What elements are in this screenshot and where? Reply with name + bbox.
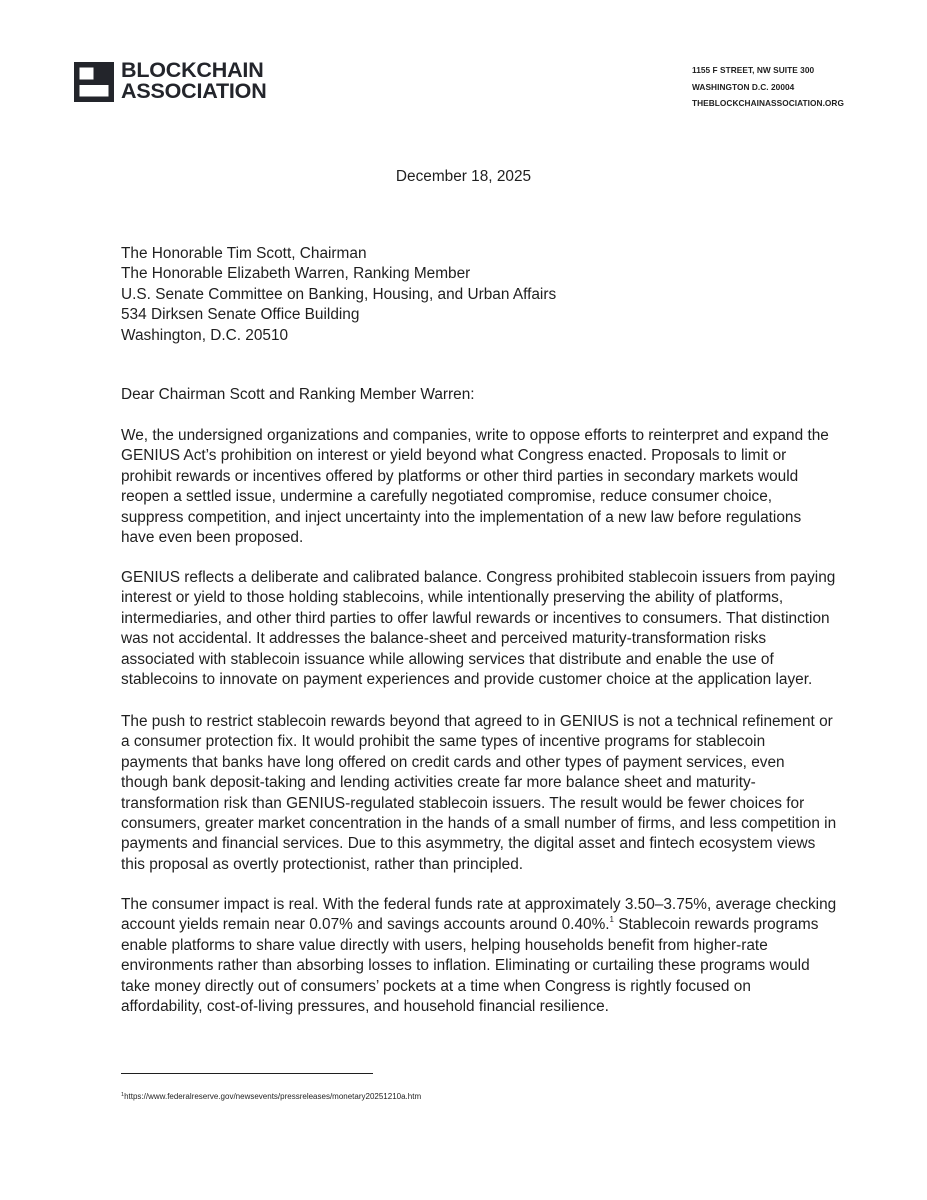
organization-logo [74,58,274,104]
paragraph-line: enable platforms to share value directly with users, helping households benefit from higher-rate [121,936,768,954]
address-street: 1155 F STREET, NW SUITE 300 [692,65,815,75]
letter-date: December 18, 2025 [395,168,532,185]
footnote [121,1091,421,1103]
paragraph-line: reopen a settled issue, undermine a carefully negotiated compromise, reduce consumer choice, [121,488,773,506]
footnote-marker: 1 [121,1092,125,1098]
body-paragraph [121,426,829,548]
body-paragraph [121,568,836,690]
body-paragraph [121,895,837,1017]
paragraph-text: account yields remain near 0.07% and savings accounts around 0.40%. [121,916,610,934]
footnote-divider [121,1073,373,1074]
paragraph-line: take money directly out of consumers’ pockets at a time when Congress is rightly focused on [121,977,751,995]
paragraph-line: GENIUS Act’s prohibition on interest or yield beyond what Congress enacted. Proposals to limit or [121,447,787,465]
paragraph-line: suppress competition, and inject uncertainty into the implementation of a new law before regulations [121,508,802,526]
blockchain-association-logo-icon [74,62,114,102]
paragraph-line: The push to restrict stablecoin rewards beyond that agreed to in GENIUS is not a technical refinement or [121,713,833,730]
paragraph-line: though bank deposit-taking and lending activities create far more balance sheet and maturity- [121,774,756,792]
recipient-block [121,244,556,346]
paragraph-line: interest or yield to those holding stablecoins, while intentionally preserving the ability of platforms, [121,589,784,607]
footnote-link[interactable]: https://www.federalreserve.gov/newsevents/pressreleases/monetary20251210a.htm [124,1092,422,1101]
recipient-line: The Honorable Tim Scott, Chairman [121,245,367,262]
paragraph-text: Stablecoin rewards programs [613,916,819,934]
address-website: THEBLOCKCHAINASSOCIATION.ORG [692,98,844,108]
paragraph-line: stablecoins to innovate on payment experiences and provide customer choice at the application layer. [121,671,813,689]
paragraph-line: payments and financial services. Due to this asymmetry, the digital asset and fintech ecosystem views [121,835,816,853]
paragraph-line: affordability, cost-of-living pressures, and household financial resilience. [121,998,609,1016]
organization-name-line: BLOCKCHAIN [121,58,264,82]
paragraph-line [121,915,821,935]
salutation: Dear Chairman Scott and Ranking Member Warren: [121,386,475,403]
organization-name [121,60,281,101]
paragraph-line: The consumer impact is real. With the federal funds rate at approximately 3.50–3.75%, average checking [121,896,837,913]
paragraph-line: environments rather than absorbing losses to inflation. Eliminating or curtailing these programs would [121,957,810,975]
paragraph-line: prohibit rewards or incentives offered by platforms or other third parties in secondary markets would [121,467,799,485]
paragraph-line: this proposal as overtly protectionist, rather than principled. [121,855,524,873]
organization-name-line: ASSOCIATION [121,78,267,103]
recipient-line: U.S. Senate Committee on Banking, Housing, and Urban Affairs [121,285,557,303]
address-city: WASHINGTON D.C. 20004 [692,81,795,92]
paragraph-line: associated with stablecoin issuance while allowing services that distribute and enable the use of [121,650,774,668]
recipient-line: Washington, D.C. 20510 [121,326,289,344]
paragraph-line: payments that banks have long offered on credit cards and other types of payment services, even [121,753,785,771]
paragraph-line: We, the undersigned organizations and companies, write to oppose efforts to reinterpret and expand the [121,427,829,444]
paragraph-line: intermediaries, and other third parties to offer lawful rewards or incentives to consumers. That distinction [121,609,830,627]
organization-address [692,62,912,112]
recipient-line: The Honorable Elizabeth Warren, Ranking Member [121,265,471,283]
recipient-line: 534 Dirksen Senate Office Building [121,306,360,324]
paragraph-line: a consumer protection fix. It would prohibit the same types of incentive programs for stablecoin [121,733,766,751]
paragraph-line: have even been proposed. [121,529,304,547]
paragraph-line: was not accidental. It addresses the balance-sheet and perceived maturity-transformation risks [121,630,767,648]
body-paragraph [121,712,837,875]
paragraph-line: transformation risk than GENIUS-regulated stablecoin issuers. The result would be fewer choices for [121,794,805,812]
paragraph-line: consumers, greater market concentration in the hands of a small number of firms, and less competition in [121,815,837,833]
paragraph-line: GENIUS reflects a deliberate and calibrated balance. Congress prohibited stablecoin issuers from paying [121,569,836,586]
footnote-reference: 1 [609,915,614,925]
